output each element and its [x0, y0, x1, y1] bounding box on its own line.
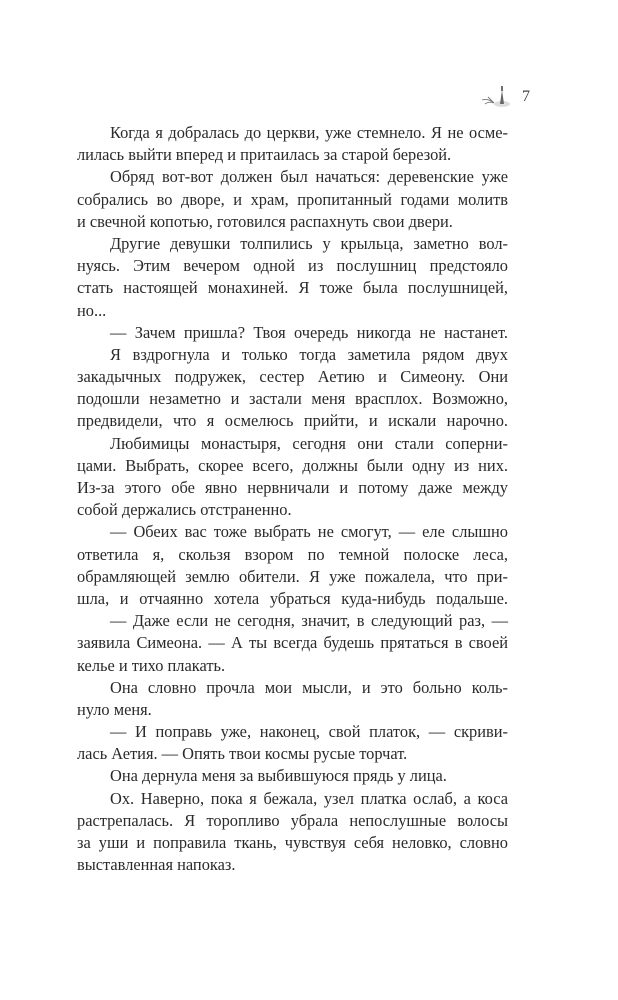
text-line: и свечной копотью, готовился распахнуть свои двери.: [77, 211, 453, 231]
text-line: лась Аетия. — Опять твои космы русые торчат.: [77, 744, 408, 764]
text-line: Из-за этого обе явно нервничали и потому даже между: [77, 478, 508, 497]
text-line: Любимицы монастыря, сегодня они стали соперни-: [110, 433, 508, 453]
text-line: собой держались отстраненно.: [77, 500, 292, 520]
text-line: — И поправь уже, наконец, свой платок, — скриви-: [110, 722, 508, 742]
text-line: подошли незаметно и застали меня врасплох. Возможно,: [77, 389, 508, 409]
text-line: цами. Выбрать, скорее всего, должны были одну из них.: [77, 455, 508, 475]
text-line: Она дернула меня за выбившуюся прядь у лица.: [110, 766, 447, 786]
text-line: — Обеих вас тоже выбрать не смогут, — еле слышно: [110, 522, 508, 542]
text-line: Обряд вот-вот должен был начаться: деревенские уже: [110, 167, 508, 187]
page-number: 7: [522, 88, 530, 105]
body-text: [77, 122, 508, 876]
text-line: нуясь. Этим вечером одной из послушниц предстояло: [77, 256, 508, 276]
text-line: обрамляющей землю обители. Я уже пожалела, что при-: [77, 566, 508, 586]
text-line: Я вздрогнула и только тогда заметила рядом двух: [110, 344, 508, 364]
text-line: Когда я добралась до церкви, уже стемнело. Я не осме-: [110, 123, 508, 142]
text-line: за уши и поправила ткань, чувствуя себя неловко, словно: [77, 833, 508, 852]
text-line: — Зачем пришла? Твоя очередь никогда не настанет.: [110, 322, 508, 342]
text-line: Ох. Наверно, пока я бежала, узел платка ослаб, а коса: [110, 788, 508, 808]
text-line: выставленная напоказ.: [77, 855, 236, 875]
text-line: но...: [77, 300, 107, 320]
text-line: предвидели, что я осмелюсь прийти, и искали нарочно.: [77, 411, 508, 431]
candle-ornament-icon: [480, 84, 512, 108]
text-line: Другие девушки толпились у крыльца, заметно вол-: [110, 233, 508, 253]
text-line: ответила я, скользя взором по темной полоске леса,: [77, 544, 508, 564]
text-line: закадычных подружек, сестер Аетию и Симеону. Они: [77, 367, 508, 387]
text-line: шла, и отчаянно хотела убраться куда-нибудь подальше.: [77, 588, 508, 608]
text-line: заявила Симеона. — А ты всегда будешь прятаться в своей: [77, 633, 508, 653]
text-line: собрались во дворе, и храм, пропитанный годами молитв: [77, 189, 508, 209]
text-line: — Даже если не сегодня, значит, в следующий раз, —: [110, 611, 508, 631]
text-line: лилась выйти вперед и притаилась за старой березой.: [77, 145, 452, 165]
page-header: [480, 84, 540, 110]
text-line: растрепалась. Я торопливо убрала непослушные волосы: [77, 810, 508, 830]
text-line: Она словно прочла мои мысли, и это больно коль-: [110, 677, 508, 697]
text-line: нуло меня.: [77, 699, 152, 719]
text-line: келье и тихо плакать.: [77, 655, 226, 675]
text-line: стать настоящей монахиней. Я тоже была послушницей,: [77, 278, 508, 298]
